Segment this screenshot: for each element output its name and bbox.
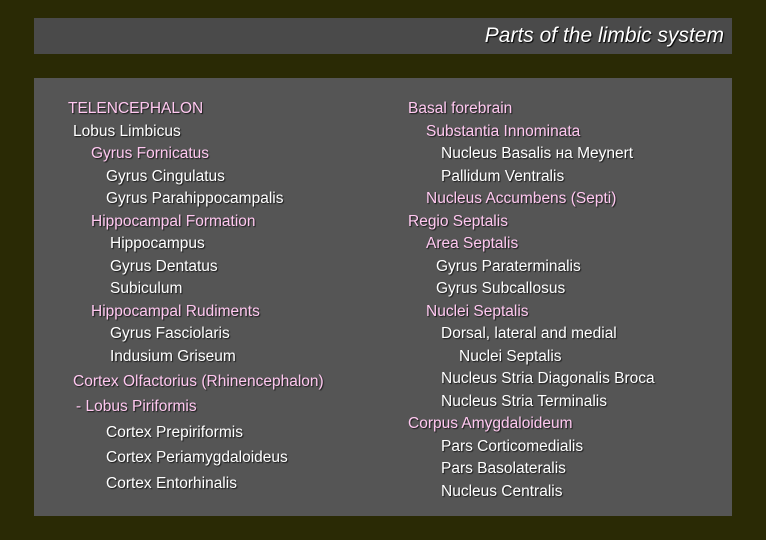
list-item: Gyrus Fornicatus: [91, 145, 210, 162]
list-item: Nuclei Septalis: [426, 303, 529, 320]
list-item: Pallidum Ventralis: [441, 168, 565, 185]
list-item: Gyrus Subcallosus: [436, 280, 566, 297]
list-item: TELENCEPHALON: [68, 100, 204, 117]
list-item: Hippocampal Formation: [91, 213, 256, 230]
list-item: Nucleus Stria Diagonalis Broca: [441, 370, 655, 387]
list-item: Hippocampus: [110, 235, 205, 252]
list-item: Indusium Griseum: [110, 348, 236, 365]
list-item: Cortex Entorhinalis: [106, 475, 237, 492]
list-item: Cortex Olfactorius (Rhinencephalon): [73, 373, 324, 390]
list-item: Nucleus Basalis на Meynert: [441, 145, 634, 162]
list-item: Dorsal, lateral and medial: [441, 325, 617, 342]
list-item: Cortex Prepiriformis: [106, 424, 243, 441]
content-panel: [34, 78, 732, 516]
list-item: Nuclei Septalis: [459, 348, 562, 365]
list-item: Hippocampal Rudiments: [91, 303, 260, 320]
list-item: Nucleus Stria Terminalis: [441, 393, 607, 410]
list-item: Gyrus Fasciolaris: [110, 325, 230, 342]
list-item: Pars Corticomedialis: [441, 438, 584, 455]
list-item: Basal forebrain: [408, 100, 513, 117]
slide-title: Parts of the limbic system: [484, 24, 724, 47]
list-item: Regio Septalis: [408, 213, 508, 230]
list-item: Gyrus Dentatus: [110, 258, 218, 275]
list-item: Corpus Amygdaloideum: [408, 415, 573, 432]
list-item: Nucleus Centralis: [441, 483, 563, 500]
list-item: Gyrus Parahippocampalis: [106, 190, 284, 207]
list-item: - Lobus Piriformis: [76, 398, 197, 415]
list-item: Cortex Periamygdaloideus: [106, 449, 288, 466]
title-bar: [34, 18, 732, 54]
list-item: Substantia Innominata: [426, 123, 581, 140]
list-item: Gyrus Paraterminalis: [436, 258, 581, 275]
list-item: Area Septalis: [426, 235, 519, 252]
list-item: Nucleus Accumbens (Septi): [426, 190, 617, 207]
list-item: Lobus Limbicus: [73, 123, 181, 140]
list-item: Subiculum: [110, 280, 183, 297]
list-item: Gyrus Cingulatus: [106, 168, 225, 185]
list-item: Pars Basolateralis: [441, 460, 566, 477]
